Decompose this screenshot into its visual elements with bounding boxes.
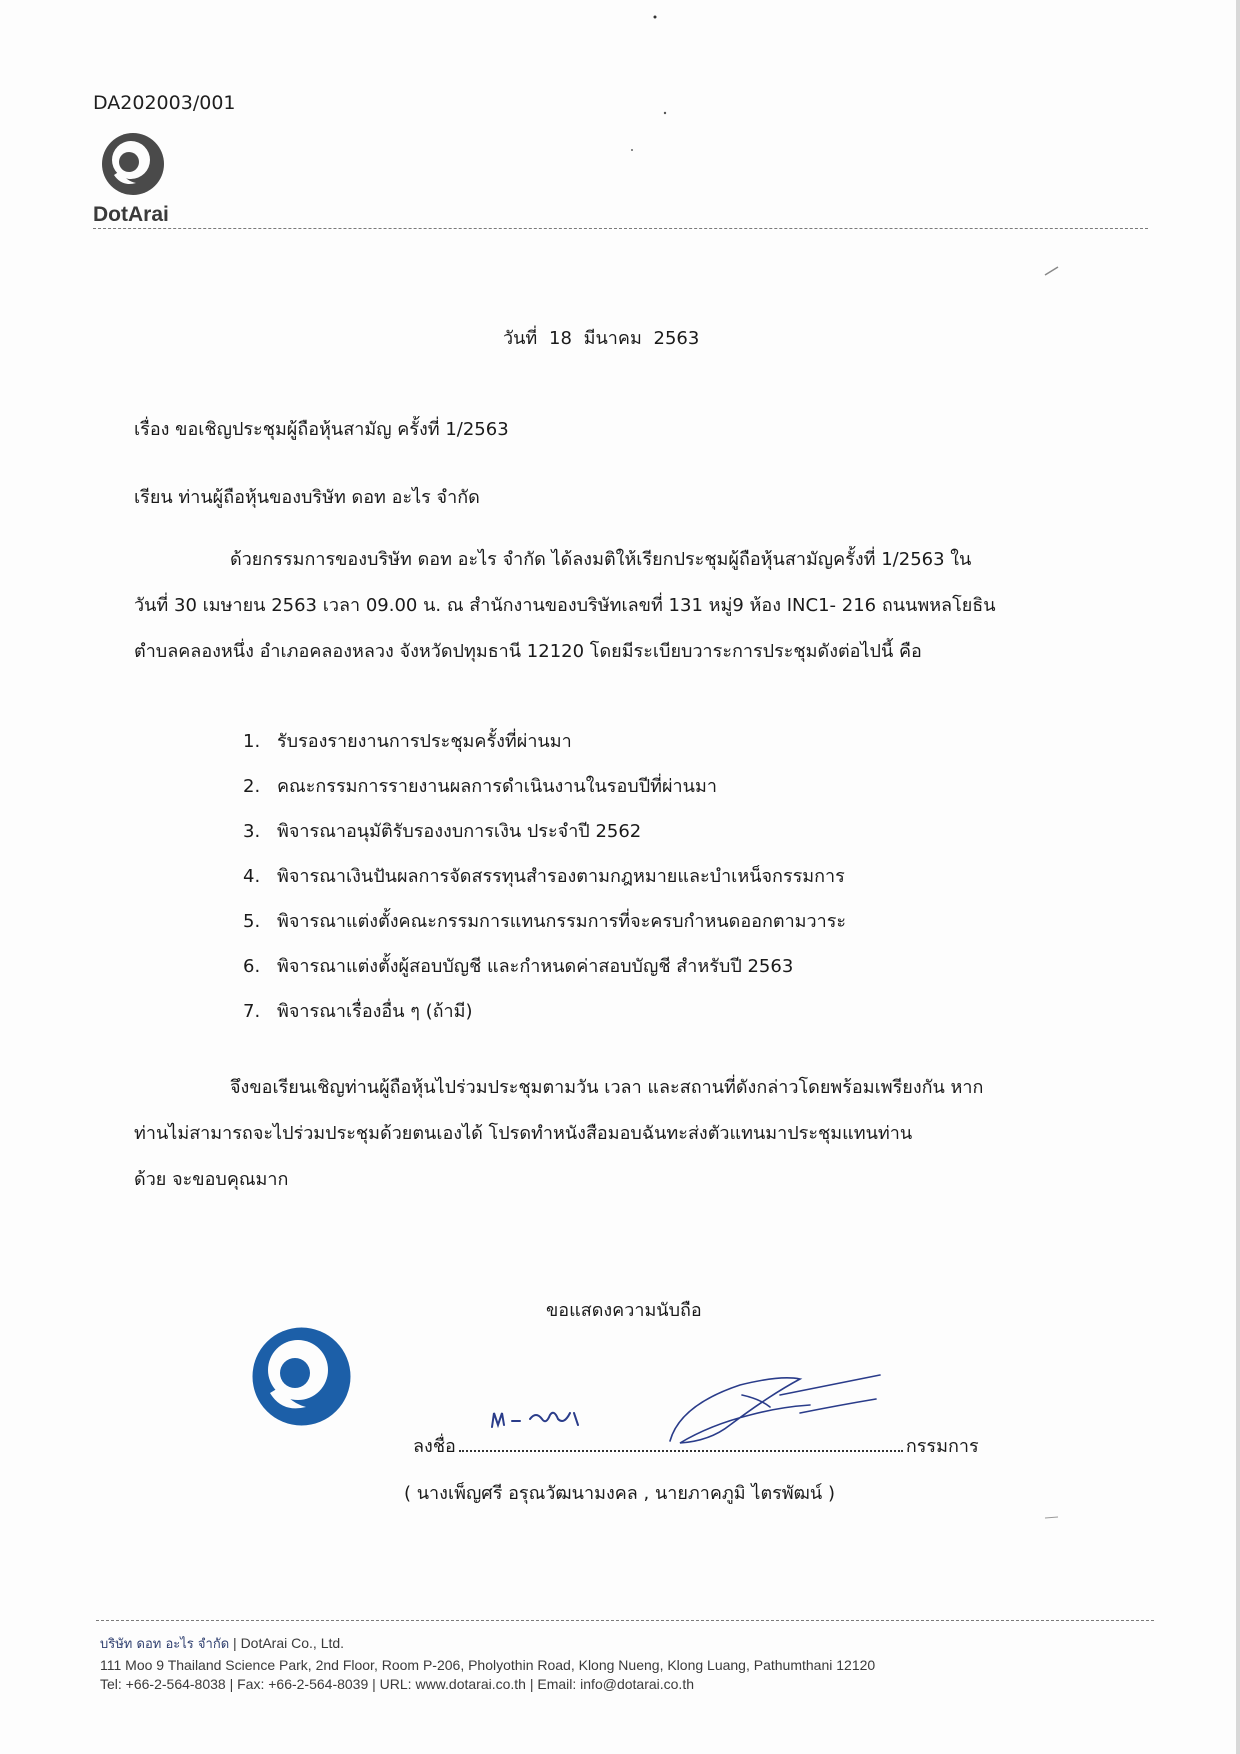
agenda-text: พิจารณาแต่งตั้งผู้สอบบัญชี และกำหนดค่าสอบบัญชี สำหรับปี 2563 [277, 956, 794, 977]
agenda-item [243, 727, 846, 772]
sign-prefix: ลงชื่อ [413, 1436, 456, 1457]
footer-contact: Tel: +66-2-564-8038 | Fax: +66-2-564-8039 | URL: www.dotarai.co.th | Email: info@dotarai.co.th [100, 1676, 694, 1692]
intro-line: ด้วยกรรมการของบริษัท ดอท อะไร จำกัด ได้ลงมติให้เรียกประชุมผู้ถือหุ้นสามัญครั้งที่ 1/2563 ใน [230, 549, 972, 570]
agenda-number: 1. [243, 731, 261, 752]
agenda-number: 7. [243, 1001, 261, 1022]
footer-separator: | [233, 1635, 241, 1651]
agenda-text: พิจารณาแต่งตั้งคณะกรรมการแทนกรรมการที่จะครบกำหนดออกตามวาระ [277, 911, 847, 932]
agenda-item [243, 817, 846, 862]
agenda-text: พิจารณาเรื่องอื่น ๆ (ถ้ามี) [277, 1001, 473, 1022]
intro-line: วันที่ 30 เมษายน 2563 เวลา 09.00 น. ณ สำนักงานของบริษัทเลขที่ 131 หมู่9 ห้อง INC1- 216 ถนนพหลโยธิน [134, 595, 996, 616]
intro-line: ตำบลคลองหนึ่ง อำเภอคลองหลวง จังหวัดปทุมธานี 12120 โดยมีระเบียบวาระการประชุมดังต่อไปนี้ คือ [134, 641, 922, 662]
footer [100, 1632, 875, 1694]
invitation-line: ท่านไม่สามารถจะไปร่วมประชุมด้วยตนเองได้ โปรดทำหนังสือมอบฉันทะส่งตัวแทนมาประชุมแทนท่าน [134, 1123, 913, 1144]
invitation-paragraph [134, 1065, 1114, 1203]
dotarai-logo-icon [100, 131, 166, 197]
footer-company-thai: บริษัท ดอท อะไร จำกัด [100, 1637, 230, 1652]
invitation-line: จึงขอเรียนเชิญท่านผู้ถือหุ้นไปร่วมประชุมตามวัน เวลา และสถานที่ดังกล่าวโดยพร้อมเพรียงกัน หาก [230, 1077, 984, 1098]
company-seal-icon [250, 1325, 353, 1428]
company-logo-text: DotArai [93, 203, 169, 226]
signature-line [413, 1431, 979, 1460]
sign-suffix: กรรมการ [905, 1436, 979, 1457]
footer-address: 111 Moo 9 Thailand Science Park, 2nd Floor, Room P-206, Pholyothin Road, Klong Nueng, Klong Luang, Pathumthani 12120 [100, 1657, 876, 1673]
footer-company-english: DotArai Co., Ltd. [240, 1635, 345, 1651]
agenda-item [243, 952, 846, 997]
agenda-text: พิจารณาเงินปันผลการจัดสรรทุนสำรองตามกฎหมายและบำเหน็จกรรมการ [277, 866, 845, 887]
agenda-number: 3. [243, 821, 261, 842]
agenda-number: 4. [243, 866, 261, 887]
agenda-number: 6. [243, 956, 261, 977]
invitation-line: ด้วย จะขอบคุณมาก [134, 1169, 289, 1190]
agenda-item [243, 862, 846, 907]
agenda-item [243, 772, 846, 817]
agenda-item [243, 907, 846, 952]
footer-company [100, 1632, 875, 1656]
agenda-text: รับรองรายงานการประชุมครั้งที่ผ่านมา [277, 731, 572, 752]
agenda-number: 2. [243, 776, 261, 797]
signatory-names: ( นางเพ็ญศรี อรุณวัฒนามงคล , นายภาคภูมิ ไตรพัฒน์ ) [404, 1483, 835, 1504]
agenda-text: พิจารณาอนุมัติรับรองงบการเงิน ประจำปี 2562 [277, 821, 642, 842]
closing-phrase: ขอแสดงความนับถือ [546, 1300, 702, 1321]
letter-subject: เรื่อง ขอเชิญประชุมผู้ถือหุ้นสามัญ ครั้งที่ 1/2563 [134, 419, 509, 440]
agenda-number: 5. [243, 911, 261, 932]
header-divider [93, 228, 1148, 229]
agenda-item [243, 997, 846, 1042]
agenda-text: คณะกรรมการรายงานผลการดำเนินงานในรอบปีที่ผ่านมา [277, 776, 717, 797]
letter-salutation: เรียน ท่านผู้ถือหุ้นของบริษัท ดอท อะไร จำกัด [134, 487, 480, 508]
signature-dotted-line [459, 1450, 903, 1452]
document-code: DA202003/001 [93, 92, 236, 114]
intro-paragraph [134, 537, 1114, 675]
letter-date: วันที่ 18 มีนาคม 2563 [503, 328, 700, 349]
agenda-list [243, 727, 846, 1042]
footer-divider [96, 1620, 1154, 1621]
